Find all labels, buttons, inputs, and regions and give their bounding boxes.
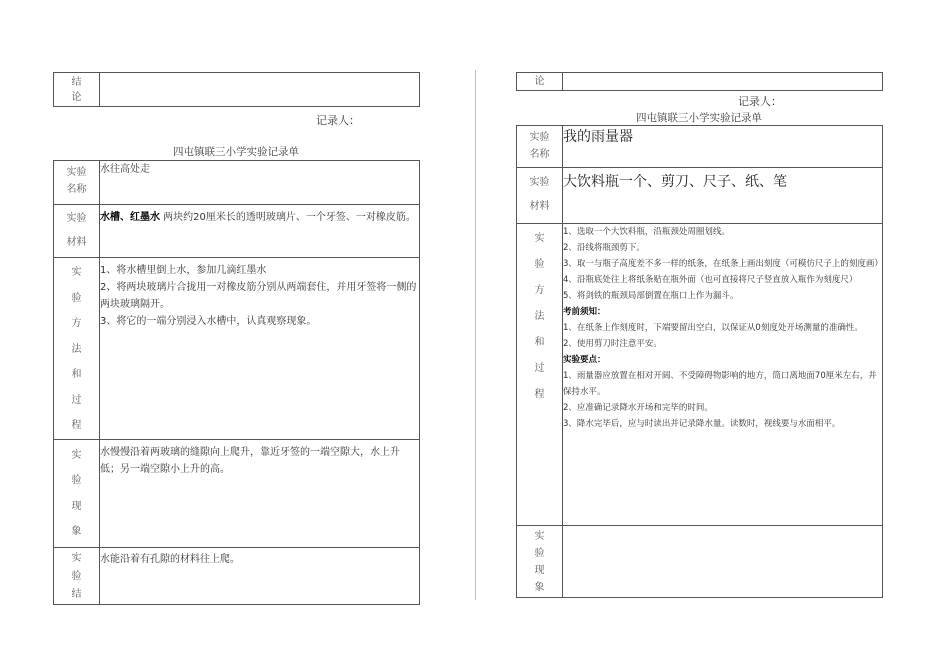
left-conclusion-value: 水能沿着有孔隙的材料往上爬。	[100, 547, 420, 604]
page-divider	[475, 70, 476, 600]
left-record-table	[53, 160, 420, 605]
left-phenomenon-value: 水慢慢沿着两玻璃的缝隙向上爬升，靠近牙签的一端空隙大，水上升低；另一端空隙小上升的高。	[100, 439, 420, 547]
right-point: 2、应准确记录降水开场和完毕的时间。	[563, 403, 713, 413]
left-recorder-label: 记录人：	[316, 114, 360, 127]
right-conclusion-cell	[563, 73, 883, 91]
right-phenomenon-value	[563, 526, 883, 598]
right-name-value: 我的雨量器	[563, 126, 883, 168]
left-conclusion-label: 结 论	[54, 73, 100, 107]
left-materials-value	[100, 205, 420, 258]
right-method-step: 5、将剑铁的瓶颈局部倒置在瓶口上作为漏斗。	[563, 291, 739, 301]
right-method-label: 实 验 方 法 和 过 程	[517, 224, 563, 526]
right-recorder-label: 记录人：	[738, 95, 782, 108]
left-method-label: 实 验 方 法 和 过 程	[54, 258, 100, 440]
left-conclusion-table	[53, 72, 420, 107]
left-materials-label: 实验 材料	[54, 205, 100, 258]
right-sheet-title: 四屯镇联三小学实验记录单	[636, 112, 762, 124]
left-phenomenon-label: 实 验 现 象	[54, 439, 100, 547]
right-points-title: 实验要点：	[563, 355, 606, 365]
right-record-table	[516, 125, 883, 598]
right-conclusion-table	[516, 72, 883, 91]
right-method-step: 2、沿线将瓶颈剪下。	[563, 243, 645, 253]
left-method-step: 1、将水槽里倒上水，参加几滴红墨水	[100, 265, 267, 276]
left-conclusion-row-label: 实 验 结	[54, 547, 100, 604]
left-method-value	[100, 258, 420, 440]
left-name-label: 实验 名称	[54, 161, 100, 205]
left-method-step: 3、将它的一端分别浸入水槽中，认真观察现象。	[100, 316, 317, 327]
right-point: 3、降水完毕后，应与时读出并记录降水量。读数时，视线要与水面相平。	[563, 419, 841, 429]
right-method-step: 4、沿瓶底处往上将纸条贴在瓶外面（也可直接将尺子竖直放入瓶作为刻度尺）	[563, 275, 858, 285]
left-materials-bold: 水槽、红墨水	[100, 212, 160, 223]
right-method-value	[563, 224, 883, 526]
left-conclusion-cell	[100, 73, 420, 107]
right-notes-title: 考前须知：	[563, 307, 606, 317]
right-method-step: 3、取一与瓶子高度差不多一样的纸条，在纸条上画出刻度（可模仿尺子上的刻度画）	[563, 259, 883, 269]
right-conclusion-label: 论	[517, 73, 563, 91]
right-materials-value: 大饮料瓶一个、剪刀、尺子、纸、笔	[563, 168, 883, 224]
right-note: 1、在纸条上作刻度时，下端要留出空白，以保证从0刻度处开场测量的准确性。	[563, 323, 863, 333]
left-name-value: 水往高处走	[100, 161, 420, 205]
left-sheet-title: 四屯镇联三小学实验记录单	[173, 146, 299, 158]
right-name-label: 实验 名称	[517, 126, 563, 168]
right-method-step: 1、选取一个大饮料瓶，沿瓶颈处周圈划线。	[563, 227, 730, 237]
right-point: 1、雨量器应放置在相对开阔、不受障碍物影响的地方，筒口离地面70厘米左右，并保持水平。	[563, 371, 877, 397]
right-materials-label: 实验 材料	[517, 168, 563, 224]
right-phenomenon-label: 实 验 现 象	[517, 526, 563, 598]
left-materials-rest: 两块约20厘米长的透明玻璃片、一个牙签、一对橡皮筋。	[160, 212, 416, 223]
right-note: 2、使用剪刀时注意平安。	[563, 339, 662, 349]
left-method-step: 2、将两块玻璃片合拢用一对橡皮筋分别从两端套住，并用牙签将一侧的两块玻璃隔开。	[100, 282, 417, 310]
